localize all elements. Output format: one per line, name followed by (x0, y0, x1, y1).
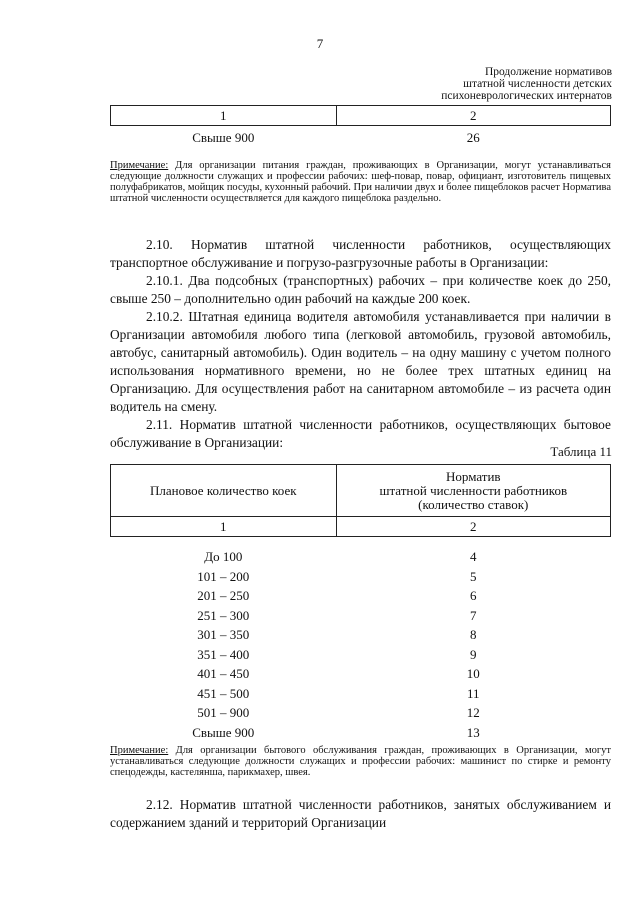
staff-cell: 8 (470, 627, 477, 643)
beds-cell: 351 – 400 (197, 646, 250, 662)
beds-cell: 401 – 450 (197, 666, 250, 682)
note-lead: Примечание: (110, 160, 169, 171)
continuation-heading-line: штатной численности детских (463, 78, 612, 90)
staff-cell: 26 (466, 129, 480, 145)
staff-cell: 13 (466, 724, 480, 740)
header-norm-line: Норматив (446, 468, 501, 484)
header-beds: Плановое количество коек (111, 465, 337, 517)
staff-cell: 7 (470, 607, 477, 623)
note-lead: Примечание: (110, 745, 169, 756)
header-norm-line: штатной численности работников (379, 482, 568, 498)
staffing-table-continuation (110, 105, 611, 150)
beds-cell: 501 – 900 (197, 705, 250, 721)
continuation-heading-line: Продолжение нормативов (484, 66, 612, 78)
beds-cell: Свыше 900 (192, 724, 255, 740)
staffing-table-11 (110, 464, 611, 743)
column-number: 2 (336, 106, 610, 126)
paragraph: 2.10.1. Два подсобных (транспортных) рабочих – при количестве коек до 250, свыше 250 – дополнительно один рабочий на каждые 200 коек. (110, 273, 611, 306)
section-2-10 (110, 236, 611, 452)
column-number: 2 (336, 517, 610, 537)
beds-cell: 101 – 200 (197, 568, 250, 584)
beds-cell: 301 – 350 (197, 627, 250, 643)
staff-cell: 12 (466, 705, 480, 721)
staff-cell: 9 (470, 646, 477, 662)
staff-cell: 6 (470, 588, 477, 604)
section-2-12 (110, 796, 611, 832)
continuation-heading-line: психоневрологических интернатов (441, 90, 612, 102)
beds-cell: 251 – 300 (197, 607, 250, 623)
staff-cell: 4 (470, 549, 477, 565)
staff-cell: 10 (466, 666, 480, 682)
paragraph: 2.12. Норматив штатной численности работников, занятых обслуживанием и содержанием зданий и территорий Организации (110, 797, 611, 830)
note-text: Для организации бытового обслуживания граждан, проживающих в Организации, могут устанавливаться следующие должности служащих и профессии рабочих: машинист по стирке и ремонту спецодежды, кастелянша, парикмахер, швея. (110, 745, 611, 778)
beds-cell: Свыше 900 (192, 129, 255, 145)
page-number: 7 (316, 36, 324, 51)
header-norm-line: (количество ставок) (418, 496, 529, 512)
beds-cell: 451 – 500 (197, 685, 250, 701)
paragraph: 2.11. Норматив штатной численности работников, осуществляющих бытовое обслуживание в Организации: (110, 417, 611, 450)
beds-cell: 201 – 250 (197, 588, 250, 604)
note-household (110, 745, 611, 778)
note-catering (110, 160, 611, 204)
column-number: 1 (111, 106, 337, 126)
staff-cell: 11 (467, 685, 480, 701)
table-label: Таблица 11 (550, 444, 612, 459)
continuation-heading (382, 66, 612, 102)
paragraph: 2.10.2. Штатная единица водителя автомобиля устанавливается при наличии в Организации автомобиля любого типа (легковой автомобиль, грузовой автомобиль, автобус, санитарный автомобиль). Один водитель – на одну машину с учетом полного использования нормативного времени, но не более трех штатных единиц на Организацию. Для осуществления работ на санитарном автомобиле – из расчета один водитель на смену. (110, 309, 611, 414)
paragraph: 2.10. Норматив штатной численности работников, осуществляющих транспортное обслуживание и погрузо-разгрузочные работы в Организации: (110, 237, 611, 270)
beds-cell: До 100 (204, 549, 243, 565)
note-text: Для организации питания граждан, проживающих в Организации, могут устанавливаться следующие должности служащих и профессии рабочих: шеф-повар, повар, официант, изготовитель пищевых полуфабрикатов, мойщик посуды, кухонный рабочий. При наличии двух и более пищеблоков расчет Норматива штатной численности осуществляется для каждого пищеблока раздельно. (110, 160, 611, 204)
column-number: 1 (111, 517, 337, 537)
header-norm (336, 465, 610, 517)
staff-cell: 5 (470, 568, 477, 584)
